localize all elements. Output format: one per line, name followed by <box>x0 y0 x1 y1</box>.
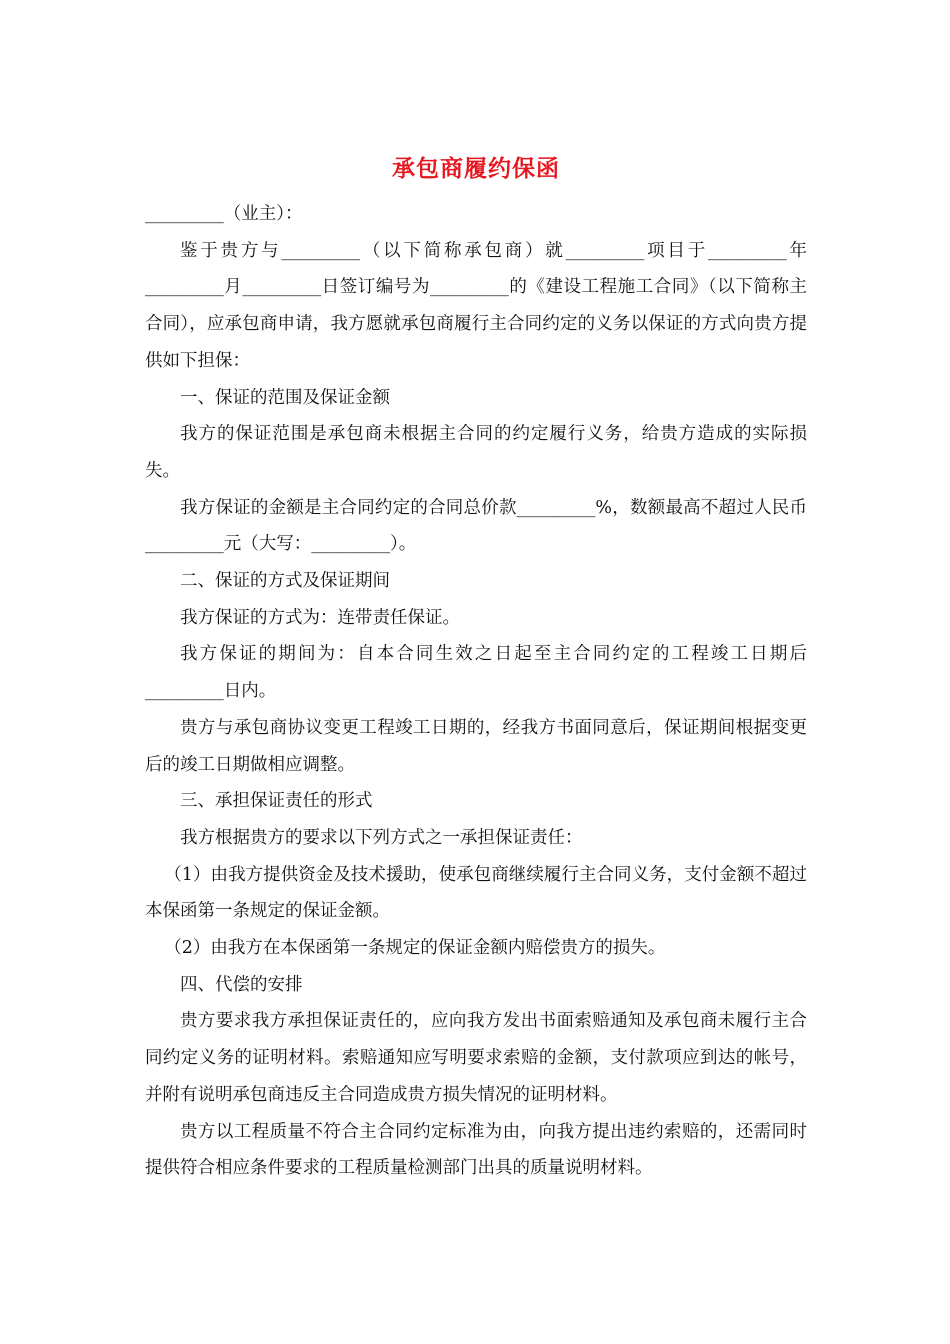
list-item-2: （2）由我方在本保函第一条规定的保证金额内赔偿贵方的损失。 <box>164 938 666 959</box>
section-heading-3: 三、承担保证责任的形式 <box>180 791 373 812</box>
paragraph-method: 我方保证的方式为：连带责任保证。 <box>180 607 460 628</box>
paragraph-quality-claim: 贵方以工程质量不符合主合同约定标准为由，向我方提出违约索赔的，还需同时提供符合相应条件要求的工程质量检测部门出具的质量说明材料。 <box>145 1121 807 1179</box>
paragraph-period-change: 贵方与承包商协议变更工程竣工日期的，经我方书面同意后，保证期间根据变更后的竣工日期做相应调整。 <box>145 717 807 775</box>
document-page <box>145 0 807 1344</box>
paragraph-claim-notice: 贵方要求我方承担保证责任的，应向我方发出书面索赔通知及承包商未履行主合同约定义务的证明材料。索赔通知应写明要求索赔的金额，支付款项应到达的帐号，并附有说明承包商违反主合同造成贵方损失情况的证明材料。 <box>145 1011 807 1105</box>
salutation: _________（业主）： <box>145 204 303 224</box>
section-heading-2: 二、保证的方式及保证期间 <box>180 571 390 592</box>
paragraph-amount: 我方保证的金额是主合同约定的合同总价款_________%，数额最高不超过人民币_________元（大写：_________）。 <box>145 497 807 555</box>
preamble-paragraph: 鉴于贵方与_________（以下简称承包商）就_________项目于_________年_________月_________日签订编号为_________的《建设工程施工合同》（以下简称主合同），应承包商申请，我方愿就承包商履行主合同约定的义务以保证的方式向贵方提供如下担保： <box>145 240 807 371</box>
list-item-1: （1）由我方提供资金及技术援助，使承包商继续履行主合同义务，支付金额不超过本保函第一条规定的保证金额。 <box>145 864 807 922</box>
paragraph-period: 我方保证的期间为：自本合同生效之日起至主合同约定的工程竣工日期后_________日内。 <box>145 644 807 702</box>
section-heading-4: 四、代偿的安排 <box>180 974 303 995</box>
document-title: 承包商履约保函 <box>392 155 560 182</box>
paragraph-scope: 我方的保证范围是承包商未根据主合同的约定履行义务，给贵方造成的实际损失。 <box>145 424 807 481</box>
paragraph-liability-forms: 我方根据贵方的要求以下列方式之一承担保证责任： <box>180 827 583 848</box>
document-body <box>145 196 807 1187</box>
section-heading-1: 一、保证的范围及保证金额 <box>180 387 390 408</box>
